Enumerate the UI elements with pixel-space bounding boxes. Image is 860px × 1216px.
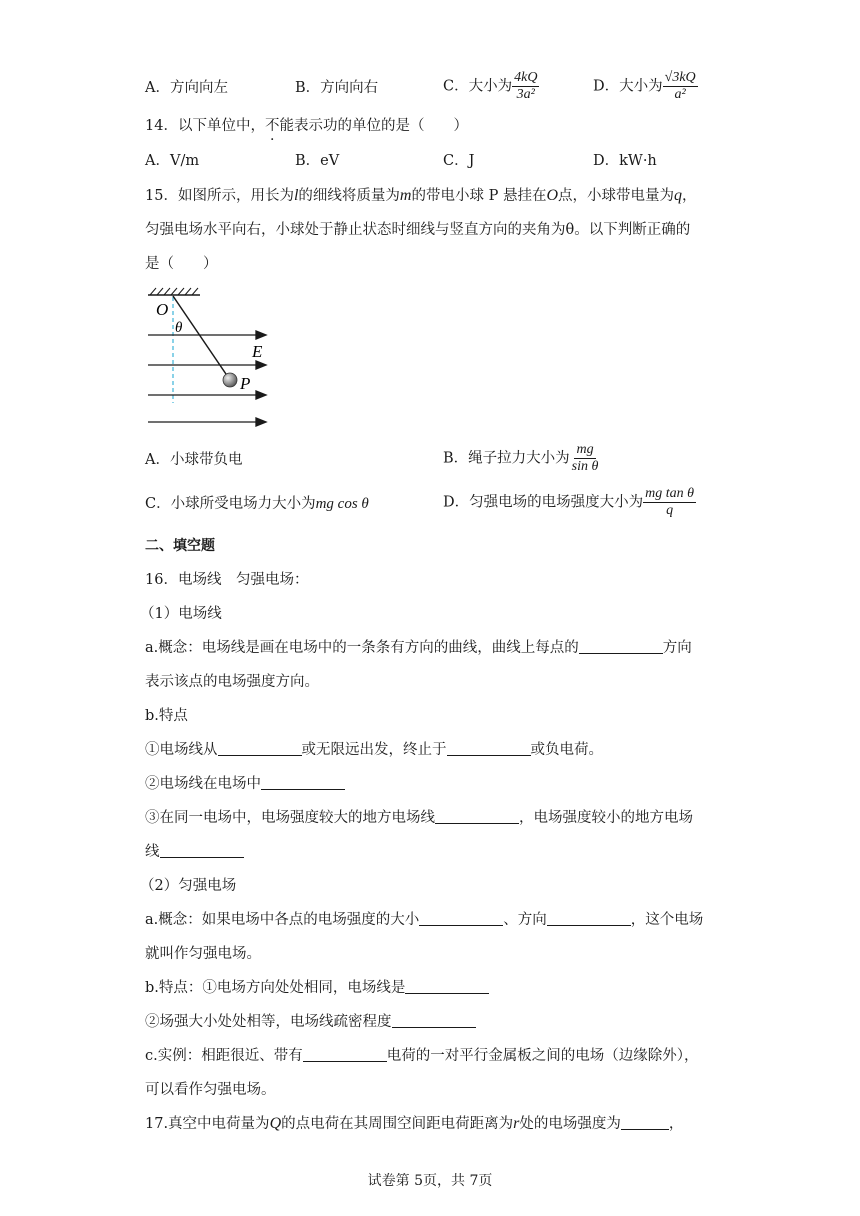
q15-option-d-prefix: D．匀强电场的电场强度大小为 bbox=[443, 494, 644, 511]
q16-a2-line2: 就叫作匀强电场。 bbox=[145, 946, 261, 962]
q17-post: ， bbox=[668, 1116, 684, 1132]
pendulum-electric-field-figure bbox=[140, 285, 280, 435]
q13-d-numerator: √3kQ bbox=[664, 70, 696, 85]
var-r: r bbox=[513, 1115, 520, 1132]
q16-a1-line2: 表示该点的电场强度方向。 bbox=[145, 674, 319, 690]
q16-a1-pre: a.概念：电场线是画在电场中的一条条有方向的曲线，曲线上每点的 bbox=[145, 640, 579, 656]
q13-c-denominator: 3a² bbox=[516, 87, 535, 102]
q13-option-c-fraction bbox=[512, 70, 539, 103]
q16-feature3 bbox=[145, 808, 693, 828]
q14-stem bbox=[145, 116, 468, 136]
figure-label-O: O bbox=[156, 300, 169, 319]
q16-f1-mid: 或无限远出发，终止于 bbox=[301, 742, 447, 758]
q15-option-a: A．小球带负电 bbox=[145, 452, 243, 468]
q13-option-b: B．方向向右 bbox=[295, 80, 379, 96]
q16-f1-pre: ①电场线从 bbox=[145, 742, 218, 758]
q15-option-d bbox=[443, 486, 696, 519]
figure-label-P: P bbox=[240, 374, 251, 393]
q16-a2-post: ，这个电场 bbox=[630, 912, 704, 928]
q16-feature1 bbox=[145, 740, 603, 760]
q16-b-title: b.特点 bbox=[145, 708, 188, 724]
blank-field[interactable] bbox=[160, 843, 244, 858]
q16-part1-heading: （1）电场线 bbox=[140, 606, 222, 622]
q16-f3-pre: ③在同一电场中，电场强度较大的地方电场线 bbox=[145, 810, 435, 826]
q13-d-denominator: a² bbox=[674, 87, 686, 102]
blank-field[interactable] bbox=[303, 1047, 387, 1062]
q16-a2-line bbox=[145, 910, 703, 930]
q16-b2-line2 bbox=[145, 1012, 476, 1032]
figure-label-E: E bbox=[252, 342, 263, 361]
q16-b2-pre: b.特点：①电场方向处处相同，电场线是 bbox=[145, 980, 406, 996]
var-O: O bbox=[546, 187, 559, 204]
q16-f1-post: 或负电荷。 bbox=[530, 742, 603, 758]
blank-field[interactable] bbox=[218, 741, 302, 756]
q14-stem-post: 能表示功的单位的是（ ） bbox=[279, 118, 468, 134]
q13-option-c bbox=[443, 70, 539, 103]
q16-f3-post: ，电场强度较小的地方电场 bbox=[519, 810, 693, 826]
q16-b2-line bbox=[145, 978, 489, 998]
q15-text-a: 15．如图所示，用长为 bbox=[145, 188, 294, 204]
blank-field[interactable] bbox=[419, 911, 503, 926]
q13-option-d-fraction bbox=[663, 70, 698, 103]
q15-option-c-prefix: C．小球所受电场力大小为 bbox=[145, 496, 316, 512]
q15-text-e: ， bbox=[682, 188, 697, 204]
q15-d-numerator: mg tan θ bbox=[645, 486, 695, 501]
q13-option-a: A．方向向左 bbox=[145, 80, 228, 96]
q16-feature3-line2 bbox=[145, 842, 244, 862]
blank-field[interactable] bbox=[621, 1115, 669, 1130]
blank-field[interactable] bbox=[447, 741, 531, 756]
blank-field[interactable] bbox=[547, 911, 631, 926]
q16-c-line2: 可以看作匀强电场。 bbox=[145, 1082, 276, 1098]
q15-b-denominator: sin θ bbox=[571, 459, 599, 474]
var-m: m bbox=[399, 187, 412, 204]
q15-option-c-expr: mg cos θ bbox=[315, 496, 369, 512]
blank-field[interactable] bbox=[392, 1013, 476, 1028]
blank-field[interactable] bbox=[261, 775, 345, 790]
q16-c-line bbox=[145, 1046, 698, 1066]
q15-option-c bbox=[145, 494, 369, 514]
q13-option-d bbox=[593, 70, 698, 103]
q15-stem-line1 bbox=[145, 186, 697, 206]
q15-text-d: 点，小球带电量为 bbox=[558, 188, 675, 204]
q15-stem-line3: 是（ ） bbox=[145, 256, 218, 272]
section-heading: 二、填空题 bbox=[145, 538, 215, 554]
q16-f2-text: ②电场线在电场中 bbox=[145, 776, 261, 792]
q14-option-a: A．V/m bbox=[145, 153, 200, 169]
q14-stem-pre: 14．以下单位中， bbox=[145, 118, 265, 134]
q14-option-c: C．J bbox=[443, 153, 475, 169]
q17-stem bbox=[145, 1114, 683, 1134]
q16-feature2 bbox=[145, 774, 345, 794]
q16-a2-mid: 、方向 bbox=[503, 912, 547, 928]
ball-icon bbox=[223, 373, 237, 387]
q15-option-d-fraction bbox=[643, 486, 696, 519]
ceiling-hatch bbox=[150, 288, 198, 295]
blank-field[interactable] bbox=[435, 809, 519, 824]
q16-title: 16．电场线 匀强电场： bbox=[145, 572, 309, 588]
q16-a1-post: 方向 bbox=[662, 640, 692, 656]
q15-stem-line2: 匀强电场水平向右，小球处于静止状态时细线与竖直方向的夹角为θ。以下判断正确的 bbox=[145, 222, 691, 238]
q14-option-d: D．kW·h bbox=[593, 153, 657, 169]
page-footer: 试卷第 5页，共 7页 bbox=[367, 1173, 493, 1189]
var-l: l bbox=[293, 187, 299, 204]
q14-option-b: B．eV bbox=[295, 153, 340, 169]
q15-text-b: 的细线将质量为 bbox=[298, 188, 400, 204]
blank-field[interactable] bbox=[405, 979, 489, 994]
q14-stem-emphasis: 不 bbox=[264, 118, 280, 134]
q16-f3-line2-text: 线 bbox=[145, 844, 160, 860]
q16-c-post: 电荷的一对平行金属板之间的电场（边缘除外）， bbox=[386, 1048, 699, 1064]
q17-mid1: 的点电荷在其周围空间距电荷距离为 bbox=[281, 1116, 514, 1132]
q13-option-c-prefix: C．大小为 bbox=[443, 78, 513, 95]
blank-field[interactable] bbox=[579, 639, 663, 654]
q16-b2-2-text: ②场强大小处处相等，电场线疏密程度 bbox=[145, 1014, 392, 1030]
q15-b-numerator: mg bbox=[576, 442, 594, 457]
q17-pre: 17.真空中电荷量为 bbox=[145, 1116, 270, 1132]
q15-d-denominator: q bbox=[666, 503, 674, 518]
q16-c-pre: c.实例：相距很近、带有 bbox=[145, 1048, 303, 1064]
q13-c-numerator: 4kQ bbox=[514, 70, 538, 85]
q15-option-b-prefix: B．绳子拉力大小为 bbox=[443, 450, 570, 467]
q15-text-c: 的带电小球 P 悬挂在 bbox=[411, 188, 547, 204]
figure-label-theta: θ bbox=[175, 320, 183, 336]
q16-a2-pre: a.概念：如果电场中各点的电场强度的大小 bbox=[145, 912, 420, 928]
var-Q: Q bbox=[269, 1115, 282, 1132]
q16-a1-line bbox=[145, 638, 692, 658]
q16-part2-heading: （2）匀强电场 bbox=[140, 878, 237, 894]
q15-option-b-fraction bbox=[570, 442, 601, 475]
q15-option-b bbox=[443, 442, 600, 475]
q17-mid2: 处的电场强度为 bbox=[519, 1116, 621, 1132]
var-q: q bbox=[674, 187, 683, 204]
q13-option-d-prefix: D．大小为 bbox=[593, 78, 663, 95]
